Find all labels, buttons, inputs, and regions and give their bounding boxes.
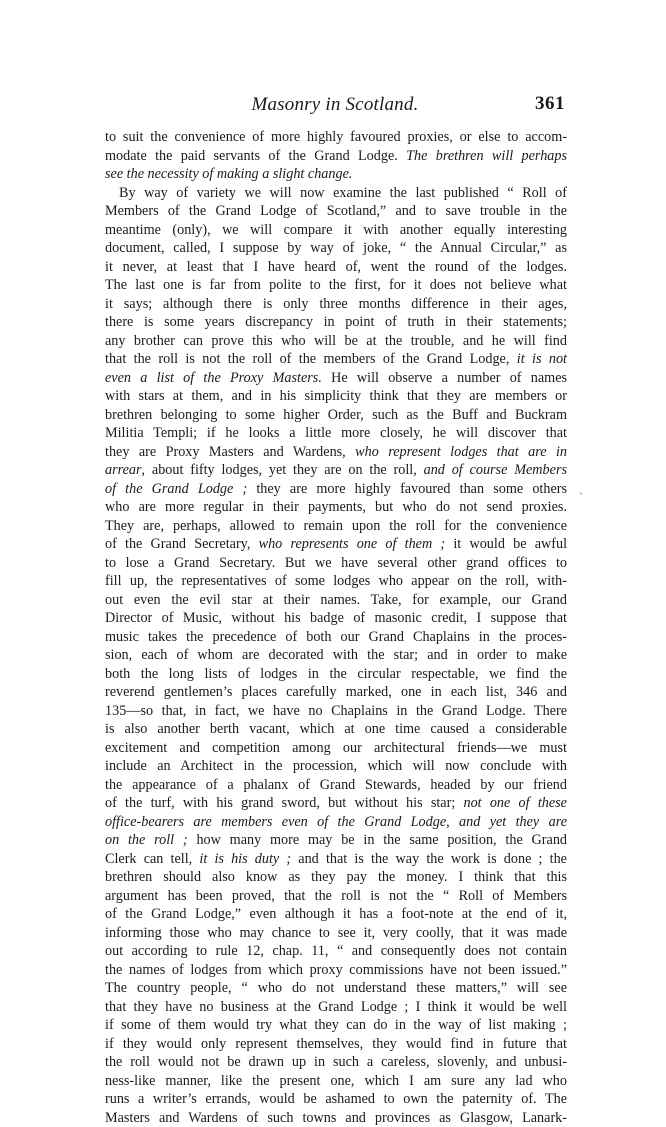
text-line xyxy=(105,480,567,499)
text-line xyxy=(105,776,567,795)
text-line xyxy=(105,369,567,388)
text-line xyxy=(105,184,567,203)
text-run: is also another berth vacant, which at one time caused a considerable xyxy=(105,721,567,737)
text-line xyxy=(105,276,567,295)
text-run: By way of variety we will now examine the last published “ Roll of xyxy=(119,185,567,201)
text-line xyxy=(105,683,567,702)
text-run: of the Grand Lodge,” even although it has a foot-note at the end of it, xyxy=(105,906,567,922)
text-line xyxy=(105,831,567,850)
text-run: informing those who may chance to see it, very coolly, that it was made xyxy=(105,925,567,941)
text-line xyxy=(105,979,567,998)
text-run: modate the paid servants of the Grand Lodge. xyxy=(105,148,406,164)
text-line xyxy=(105,387,567,406)
text-run: Masters and Wardens of such towns and provinces as Glasgow, Lanark- xyxy=(105,1110,567,1126)
text-line xyxy=(105,720,567,739)
text-run: they are Proxy Masters and Wardens, xyxy=(105,444,355,460)
text-line xyxy=(105,794,567,813)
text-run: Members of the Grand Lodge of Scotland,” and to save trouble in the xyxy=(105,203,567,219)
text-run: how many more may be in the same position, the Grand xyxy=(188,832,567,848)
text-line xyxy=(105,535,567,554)
text-line xyxy=(105,1072,567,1091)
text-line xyxy=(105,498,567,517)
stray-mark: ` xyxy=(579,490,583,505)
text-run: it says; although there is only three months difference in their ages, xyxy=(105,296,567,312)
running-head xyxy=(105,94,565,120)
text-line xyxy=(105,572,567,591)
text-line xyxy=(105,517,567,536)
text-run: argument has been proved, that the roll is not the “ Roll of Members xyxy=(105,888,567,904)
text-run: include an Architect in the procession, which will now conclude with xyxy=(105,758,567,774)
italic-run: it is his duty ; xyxy=(199,851,291,867)
text-run: Militia Templi; if he looks a little more closely, he will discover that xyxy=(105,425,567,441)
italic-run: and of course Members xyxy=(424,462,567,478)
italic-run: not one of these xyxy=(463,795,567,811)
text-line xyxy=(105,295,567,314)
text-run: The country people, “ who do not understand these matters,” will see xyxy=(105,980,567,996)
text-run: that they have no business at the Grand Lodge ; I think it would be well xyxy=(105,999,567,1015)
text-run: sion, each of whom are decorated with the star; and in order to make xyxy=(105,647,567,663)
text-run: 135—so that, in fact, we have no Chaplains in the Grand Lodge. There xyxy=(105,703,567,719)
text-run: and that is the way the work is done ; the xyxy=(291,851,567,867)
text-run: any brother can prove this who will be at the trouble, and he will find xyxy=(105,333,567,349)
text-line xyxy=(105,591,567,610)
italic-run: The brethren will perhaps xyxy=(406,148,567,164)
text-run: meantime (only), we will compare it with another equally interesting xyxy=(105,222,567,238)
text-line xyxy=(105,313,567,332)
text-run: They are, perhaps, allowed to remain upon the roll for the convenience xyxy=(105,518,567,534)
italic-run: even a list of the Proxy Masters. xyxy=(105,370,322,386)
text-line xyxy=(105,1053,567,1072)
page-number: 361 xyxy=(535,93,565,115)
running-title: Masonry in Scotland. xyxy=(105,94,565,116)
text-run: brethren belonging to some higher Order, such as the Buff and Buckram xyxy=(105,407,567,423)
text-run: that the roll is not the roll of the members of the Grand Lodge, xyxy=(105,351,517,367)
text-run: out even the evil star at their names. Take, for example, our Grand xyxy=(105,592,567,608)
text-run: they are more highly favoured than some others xyxy=(247,481,567,497)
text-line xyxy=(105,128,567,147)
text-line xyxy=(105,1109,567,1127)
italic-run: on the roll ; xyxy=(105,832,188,848)
text-line xyxy=(105,406,567,425)
text-line xyxy=(105,1035,567,1054)
text-run: if they would only represent themselves, they would find in future that xyxy=(105,1036,567,1052)
text-run: the roll would not be drawn up in such a careless, slovenly, and unbusi- xyxy=(105,1054,567,1070)
text-run: to suit the convenience of more highly favoured proxies, or else to accom- xyxy=(105,129,567,145)
text-run: the appearance of a phalanx of Grand Stewards, headed by our friend xyxy=(105,777,567,793)
text-run: both the long lists of lodges in the circular respectable, we find the xyxy=(105,666,567,682)
text-line xyxy=(105,887,567,906)
text-run: runs a writer’s errands, would be ashamed to own the paternity of. The xyxy=(105,1091,567,1107)
text-line xyxy=(105,739,567,758)
text-run: who are more regular in their payments, but who do not send proxies. xyxy=(105,499,567,515)
text-line xyxy=(105,165,567,184)
text-line xyxy=(105,258,567,277)
text-line xyxy=(105,757,567,776)
text-run: it never, at least that I have heard of, went the round of the lodges. xyxy=(105,259,567,275)
text-run: ness-like manner, like the present one, which I am sure any lad who xyxy=(105,1073,567,1089)
text-run: excitement and competition among our architectural friends—we must xyxy=(105,740,567,756)
italic-run: arrear xyxy=(105,462,142,478)
text-line xyxy=(105,646,567,665)
text-line xyxy=(105,628,567,647)
text-line xyxy=(105,332,567,351)
text-run: reverend gentlemen’s places carefully marked, one in each list, 346 and xyxy=(105,684,567,700)
italic-run: who represent lodges that are in xyxy=(355,444,567,460)
text-line xyxy=(105,461,567,480)
text-run: fill up, the representatives of some lodges who appear on the roll, with- xyxy=(105,573,567,589)
text-run: there is some years discrepancy in point of truth in their statements; xyxy=(105,314,567,330)
text-line xyxy=(105,202,567,221)
italic-run: see the necessity of making a slight change. xyxy=(105,166,352,182)
text-run: if some of them would try what they can do in the way of list making ; xyxy=(105,1017,567,1033)
text-run: with stars at them, and in his simplicity think that they are members or xyxy=(105,388,567,404)
text-run: The last one is far from polite to the first, for it does not believe what xyxy=(105,277,567,293)
text-line xyxy=(105,850,567,869)
text-line xyxy=(105,147,567,166)
text-run: Director of Music, without his badge of masonic credit, I suppose that xyxy=(105,610,567,626)
text-run: document, called, I suppose by way of joke, “ the Annual Circular,” as xyxy=(105,240,567,256)
text-line xyxy=(105,702,567,721)
text-run: of the turf, with his grand sword, but without his star; xyxy=(105,795,463,811)
text-line xyxy=(105,554,567,573)
text-run: , about fifty lodges, yet they are on the roll, xyxy=(142,462,424,478)
text-line xyxy=(105,905,567,924)
text-line xyxy=(105,239,567,258)
text-line xyxy=(105,813,567,832)
text-line xyxy=(105,1016,567,1035)
text-run: music takes the precedence of both our Grand Chaplains in the proces- xyxy=(105,629,567,645)
text-run: to lose a Grand Secretary. But we have several other grand offices to xyxy=(105,555,567,571)
text-run: it would be awful xyxy=(445,536,567,552)
text-line xyxy=(105,924,567,943)
text-run: of the Grand Secretary, xyxy=(105,536,259,552)
text-line xyxy=(105,868,567,887)
text-line xyxy=(105,350,567,369)
text-line xyxy=(105,998,567,1017)
text-line xyxy=(105,961,567,980)
italic-run: of the Grand Lodge ; xyxy=(105,481,247,497)
italic-run: office-bearers are members even of the Grand Lodge, and yet they are xyxy=(105,814,567,830)
text-run: brethren should also know as they pay the money. I think that this xyxy=(105,869,567,885)
text-line xyxy=(105,1090,567,1109)
italic-run: it is not xyxy=(517,351,567,367)
text-line xyxy=(105,443,567,462)
text-line xyxy=(105,942,567,961)
text-run: Clerk can tell, xyxy=(105,851,199,867)
text-run: the names of lodges from which proxy commissions have not been issued.” xyxy=(105,962,567,978)
text-line xyxy=(105,609,567,628)
text-line xyxy=(105,665,567,684)
body-text xyxy=(105,128,567,1127)
italic-run: who represents one of them ; xyxy=(259,536,446,552)
text-line xyxy=(105,424,567,443)
text-run: out according to rule 12, chap. 11, “ and consequently does not contain xyxy=(105,943,567,959)
text-run: He will observe a number of names xyxy=(322,370,567,386)
text-line xyxy=(105,221,567,240)
